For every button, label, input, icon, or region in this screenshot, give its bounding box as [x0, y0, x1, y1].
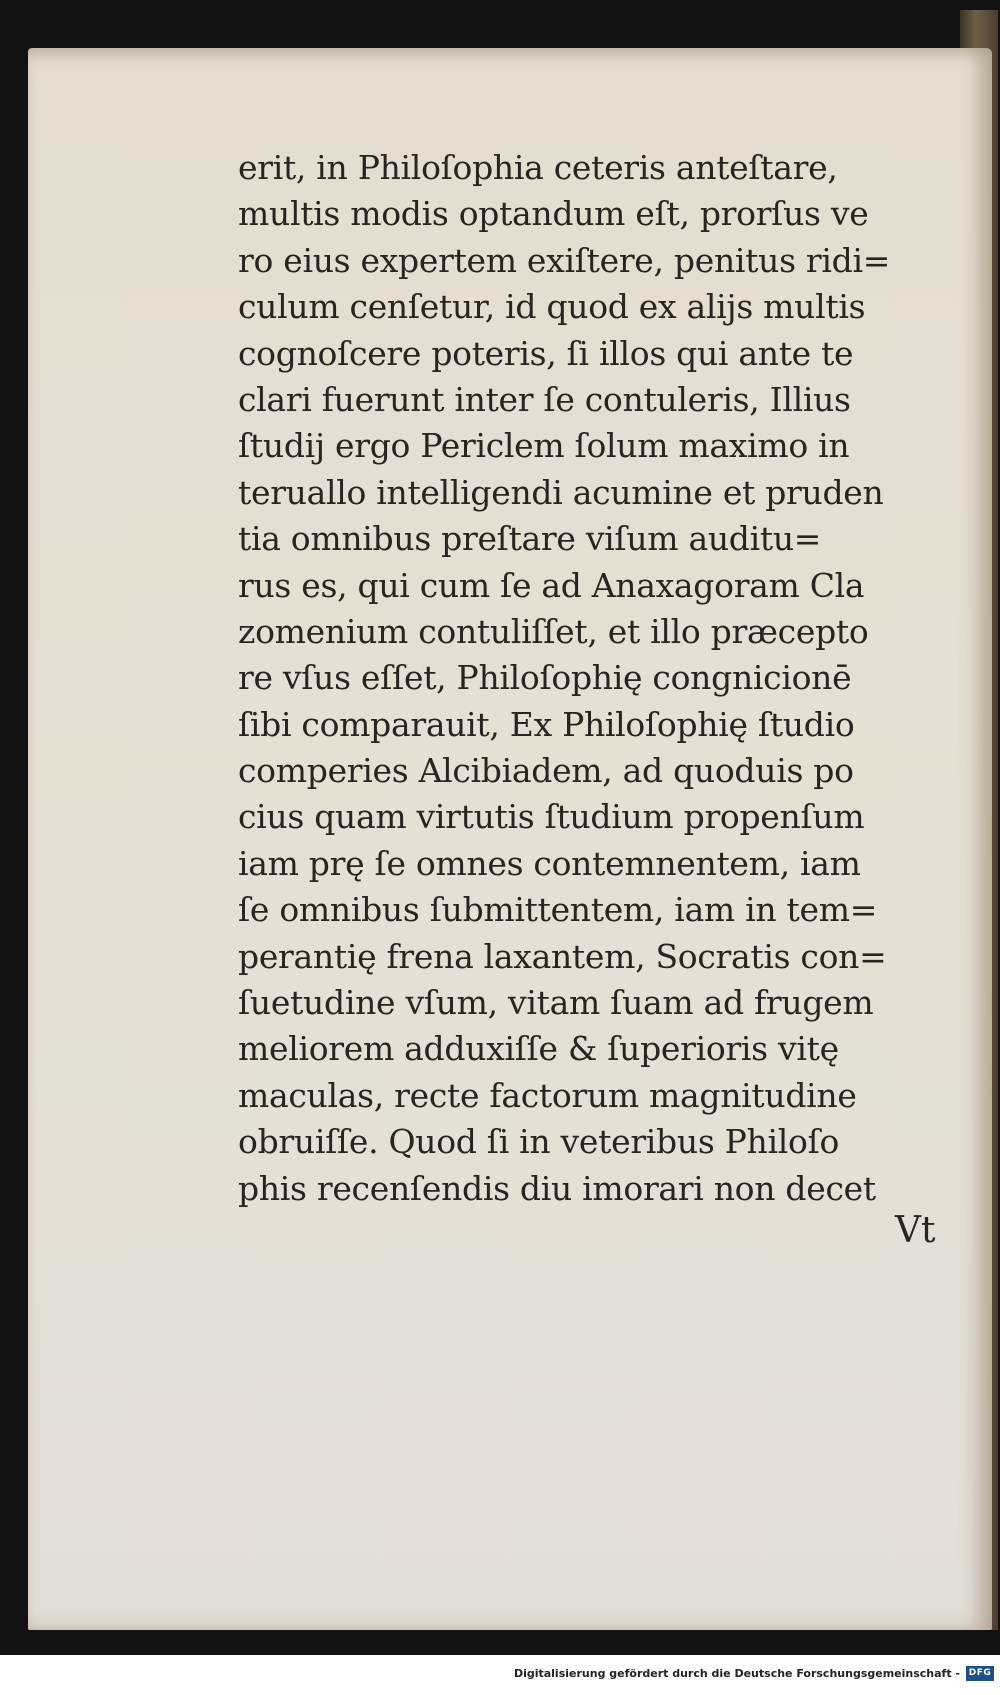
funding-credit: Digitalisierung gefördert durch die Deutsche Forschungsgemeinschaft -: [513, 1667, 960, 1680]
text-line: ſe omnibus ſubmittentem, iam in tem=: [238, 890, 878, 930]
text-line: culum cenſetur, id quod ex alijs multis: [238, 287, 866, 327]
dfg-logo-icon: DFG: [966, 1666, 994, 1681]
text-line: perantię frena laxantem, Socratis con=: [238, 936, 887, 976]
text-line: rus es, qui cum ſe ad Anaxagoram Cla: [238, 565, 865, 605]
text-line: ſibi comparauit, Ex Philoſophię ſtudio: [238, 704, 855, 744]
text-line: comperies Alcibiadem, ad quoduis po: [238, 751, 854, 791]
text-line: cognoſcere poteris, ſi illos qui ante te: [238, 333, 854, 373]
text-line: teruallo intelligendi acumine et pruden: [238, 472, 884, 512]
text-line: ſtudij ergo Periclem ſolum maximo in: [238, 426, 850, 466]
text-line: re vſus eſſet, Philoſophię congnicionē: [238, 658, 852, 698]
text-line: meliorem adduxiſſe & ſuperioris vitę: [238, 1029, 839, 1069]
text-line: maculas, recte factorum magnitudine: [238, 1075, 857, 1115]
text-line: ro eius expertem exiſtere, penitus ridi=: [238, 240, 891, 280]
text-line: zomenium contuliſſet, et illo præcepto: [238, 611, 869, 651]
footer-bar: [0, 1655, 1000, 1695]
text-line: obruiſſe. Quod ſi in veteribus Philoſo: [238, 1122, 840, 1162]
text-block: [238, 145, 958, 1212]
text-line: multis modis optandum eſt, prorſus ve: [238, 194, 869, 234]
text-line: tia omnibus preſtare viſum auditu=: [238, 519, 822, 559]
catchword: Vt: [895, 1210, 936, 1251]
text-line: phis recenſendis diu imorari non decet: [238, 1168, 876, 1208]
text-line: clari fuerunt inter ſe contuleris, Illius: [238, 379, 851, 419]
text-line: iam prę ſe omnes contemnentem, iam: [238, 843, 861, 883]
text-line: erit, in Philoſophia ceteris anteſtare,: [238, 148, 838, 187]
text-line: ſuetudine vſum, vitam ſuam ad frugem: [238, 983, 874, 1023]
text-line: cius quam virtutis ſtudium propenſum: [238, 797, 865, 837]
